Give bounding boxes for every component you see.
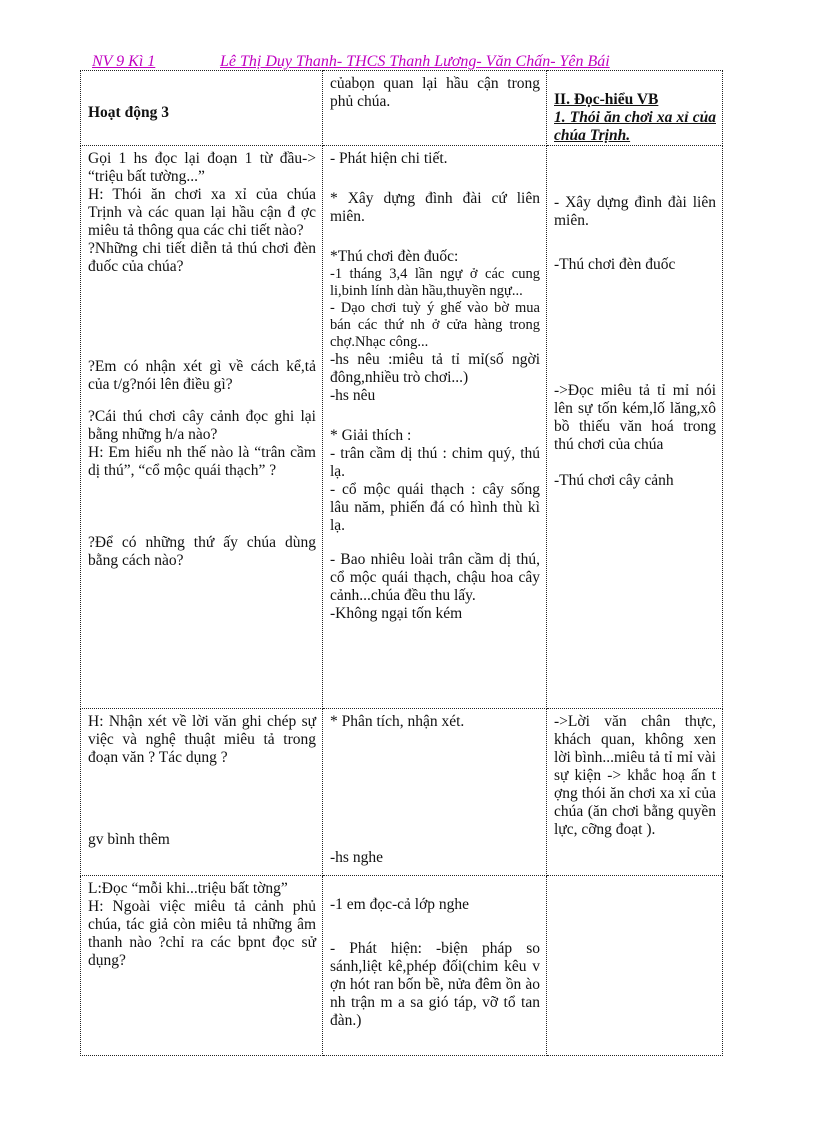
cell-content (547, 71, 723, 146)
content-text: ->Lời văn chân thực, khách quan, không xen lời bình...miêu tả tỉ mỉ vài sự kiện -> khắc hoạ ấn t ợng thói ăn chơi xa xỉ của chúa (ăn chơi bằng quyền lực, cỡng đoạt ). (554, 713, 716, 838)
question-text: ?Để có những thứ ấy chúa dùng bằng cách nào? (88, 534, 316, 569)
answer-text: - trân cầm dị thú : chim quý, thú lạ. (330, 445, 540, 480)
cell-content (547, 709, 723, 876)
answer-text: -hs nêu :miêu tả tỉ mỉ(số ngời đông,nhiều trò chơi...) (330, 351, 540, 386)
subsection-title: 1. Thói ăn chơi xa xỉ của chúa Trịnh. (554, 109, 716, 144)
section-title: II. Đọc-hiểu VB (554, 91, 659, 108)
teacher-note: gv bình thêm (88, 831, 170, 848)
table-row (81, 876, 723, 1056)
cell-activity (81, 71, 323, 146)
row1-col2-text: củabọn quan lại hầu cận trong phủ chúa. (330, 75, 540, 110)
lesson-table (80, 70, 723, 1056)
answer-text: *Thú chơi đèn đuốc: (330, 248, 459, 265)
answer-text: -hs nêu (330, 387, 376, 404)
question-text: H: Nhận xét về lời văn ghi chép sự việc và nghệ thuật miêu tả trong đoạn văn ? Tác dụng ? (88, 713, 316, 766)
cell-teacher-student (323, 71, 547, 146)
question-text: ?Em có nhận xét gì về cách kể,tả của t/g?nói lên điều gì? (88, 358, 316, 393)
cell-content (547, 146, 723, 709)
question-text: H: Em hiểu nh thế nào là “trân cầm dị thú”, “cổ mộc quái thạch” ? (88, 444, 316, 479)
question-text: L:Đọc “mỗi khi...triệu bất tờng” (88, 880, 288, 897)
answer-text: - Phát hiện: -biện pháp so sánh,liệt kê,phép đối(chim kêu v ợn hót ran bốn bề, nửa đêm ồn ào nh trận m a sa gió táp, vỡ tổ tan đàn.) (330, 940, 540, 1029)
answer-text: -Không ngại tốn kém (330, 605, 463, 622)
header-left: NV 9 Kì 1 (92, 53, 156, 70)
answer-text: - Dạo chơi tuỳ ý ghế vào bờ mua bán các thứ nh ở cửa hàng trong chợ.Nhạc công... (330, 300, 540, 350)
table-row (81, 709, 723, 876)
content-text: ->Đọc miêu tả tỉ mỉ nói lên sự tốn kém,lố lăng,xô bồ thiếu văn hoá trong thú chơi của chúa (554, 382, 716, 453)
answer-text: - cổ mộc quái thạch : cây sống lâu năm, phiến đá có hình thù kì lạ. (330, 481, 540, 534)
answer-text: - Bao nhiêu loài trân cầm dị thú, cổ mộc quái thạch, chậu hoa cây cảnh...chúa đều thu lấy. (330, 551, 540, 604)
answer-text: * Xây dựng đình đài cứ liên miên. (330, 190, 540, 225)
answer-text: -1 tháng 3,4 lần ngự ở các cung li,binh lính dàn hầu,thuyền ngự... (330, 266, 540, 299)
cell-activities (323, 709, 547, 876)
question-text: H: Thói ăn chơi xa xỉ của chúa Trịnh và các quan lại hầu cận đ ợc miêu tả thông qua các chi tiết nào? (88, 186, 316, 239)
content-text: -Thú chơi đèn đuốc (554, 256, 676, 273)
table-row (81, 71, 723, 146)
cell-activities (323, 146, 547, 709)
table-row (81, 146, 723, 709)
header-right: Lê Thị Duy Thanh- THCS Thanh Lương- Văn Chấn- Yên Bái (220, 53, 610, 70)
question-text: ?Cái thú chơi cây cảnh đọc ghi lại bằng những h/a nào? (88, 408, 316, 443)
content-text: - Xây dựng đình đài liên miên. (554, 194, 716, 229)
activity-title: Hoạt động 3 (88, 104, 169, 121)
question-text: ?Những chi tiết diễn tả thú chơi đèn đuốc của chúa? (88, 240, 316, 275)
answer-text: -hs nghe (330, 849, 383, 866)
cell-activities (323, 876, 547, 1056)
answer-text: -1 em đọc-cả lớp nghe (330, 896, 470, 913)
answer-text: - Phát hiện chi tiết. (330, 150, 448, 167)
question-text: Gọi 1 hs đọc lại đoạn 1 từ đầu-> “triệu bất tường...” (88, 150, 316, 185)
content-text: -Thú chơi cây cảnh (554, 472, 674, 489)
answer-text: * Phân tích, nhận xét. (330, 713, 465, 730)
cell-questions (81, 876, 323, 1056)
answer-text: * Giải thích : (330, 427, 412, 444)
cell-content (547, 876, 723, 1056)
cell-questions (81, 146, 323, 709)
cell-questions (81, 709, 323, 876)
question-text: H: Ngoài việc miêu tả cảnh phủ chúa, tác giả còn miêu tả những âm thanh nào ?chỉ ra các bpnt đọc sử dụng? (88, 898, 316, 969)
